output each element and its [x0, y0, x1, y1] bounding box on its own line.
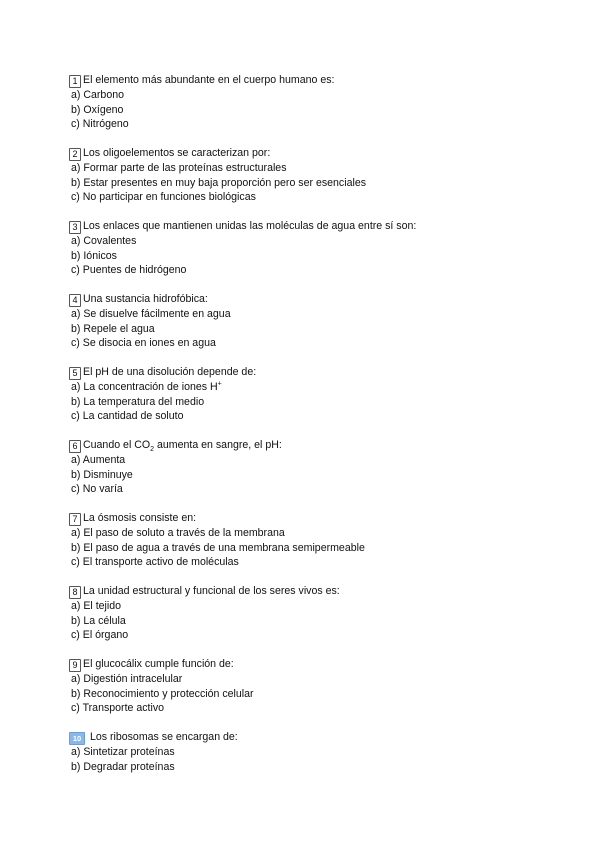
option-a: a) El tejido [71, 600, 122, 612]
question-stem: 10 Los ribosomas se encargan de: [69, 730, 569, 745]
question-stem: 8 La unidad estructural y funcional de los seres vivos es: [69, 584, 569, 599]
number-badge: 10 [69, 732, 85, 745]
option-c: c) Transporte activo [71, 702, 165, 715]
option-c: c) El órgano [71, 629, 129, 642]
option-b: b) Reconocimiento y protección celular [71, 687, 254, 700]
number-badge: 1 [69, 75, 81, 88]
option-a: a) Sintetizar proteínas [71, 746, 175, 758]
question-6 [69, 438, 569, 497]
option-b: b) La célula [71, 614, 126, 627]
option-c: c) No participar en funciones biológicas [71, 191, 256, 204]
option-c: c) Se disocia en iones en agua [71, 337, 216, 350]
option-b: b) Repele el agua [71, 322, 155, 335]
question-10 [69, 730, 569, 774]
number-badge: 9 [69, 659, 81, 672]
option-c: c) No varía [71, 483, 123, 496]
question-stem: 3 Los enlaces que mantienen unidas las moléculas de agua entre sí son: [69, 219, 569, 234]
question-1 [69, 73, 569, 132]
number-badge: 2 [69, 148, 81, 161]
option-c: c) La cantidad de soluto [71, 410, 184, 423]
option-a: a) Carbono [71, 89, 124, 101]
option-b: b) La temperatura del medio [71, 395, 205, 408]
question-stem: 9 El glucocálix cumple función de: [69, 657, 569, 672]
question-stem: 5 El pH de una disolución depende de: [69, 365, 569, 380]
question-stem: 4 Una sustancia hidrofóbica: [69, 292, 569, 307]
number-badge: 6 [69, 440, 81, 453]
option-a: a) Digestión intracelular [71, 673, 183, 685]
question-3 [69, 219, 569, 278]
question-stem: 6 Cuando el $CO_2$ aumenta en sangre, el pH: [69, 438, 569, 453]
option-b: b) Disminuye [71, 468, 133, 481]
question-stem: 2 Los oligoelementos se caracterizan por: [69, 146, 569, 161]
option-b: b) Iónicos [71, 249, 117, 262]
option-a: a) Covalentes [71, 235, 137, 247]
question-stem: 1 El elemento más abundante en el cuerpo humano es: [69, 73, 569, 88]
subscript-2: 2 [150, 446, 155, 454]
question-9 [69, 657, 569, 716]
number-badge: 3 [69, 221, 81, 234]
question-8 [69, 584, 569, 643]
option-a: a) Formar parte de las proteínas estructurales [71, 162, 287, 174]
option-c: c) Nitrógeno [71, 118, 129, 131]
question-2 [69, 146, 569, 205]
option-a: a) La concentración de iones H+ [71, 380, 222, 393]
superscript-plus: + [217, 380, 222, 388]
option-a: a) El paso de soluto a través de la membrana [71, 527, 285, 539]
option-c: c) El transporte activo de moléculas [71, 556, 239, 569]
question-5 [69, 365, 569, 424]
option-a: a) Aumenta [71, 454, 126, 466]
option-b: b) Oxígeno [71, 103, 124, 116]
number-badge: 7 [69, 513, 81, 526]
number-badge: 8 [69, 586, 81, 599]
option-c: c) Puentes de hidrógeno [71, 264, 187, 277]
question-4 [69, 292, 569, 351]
option-b: b) El paso de agua a través de una membrana semipermeable [71, 541, 365, 554]
question-stem: 7 La ósmosis consiste en: [69, 511, 569, 526]
option-b: b) Estar presentes en muy baja proporción pero ser esenciales [71, 176, 367, 189]
option-b: b) Degradar proteínas [71, 760, 175, 773]
number-badge: 5 [69, 367, 81, 380]
number-badge: 4 [69, 294, 81, 307]
option-a: a) Se disuelve fácilmente en agua [71, 308, 231, 320]
question-7 [69, 511, 569, 570]
